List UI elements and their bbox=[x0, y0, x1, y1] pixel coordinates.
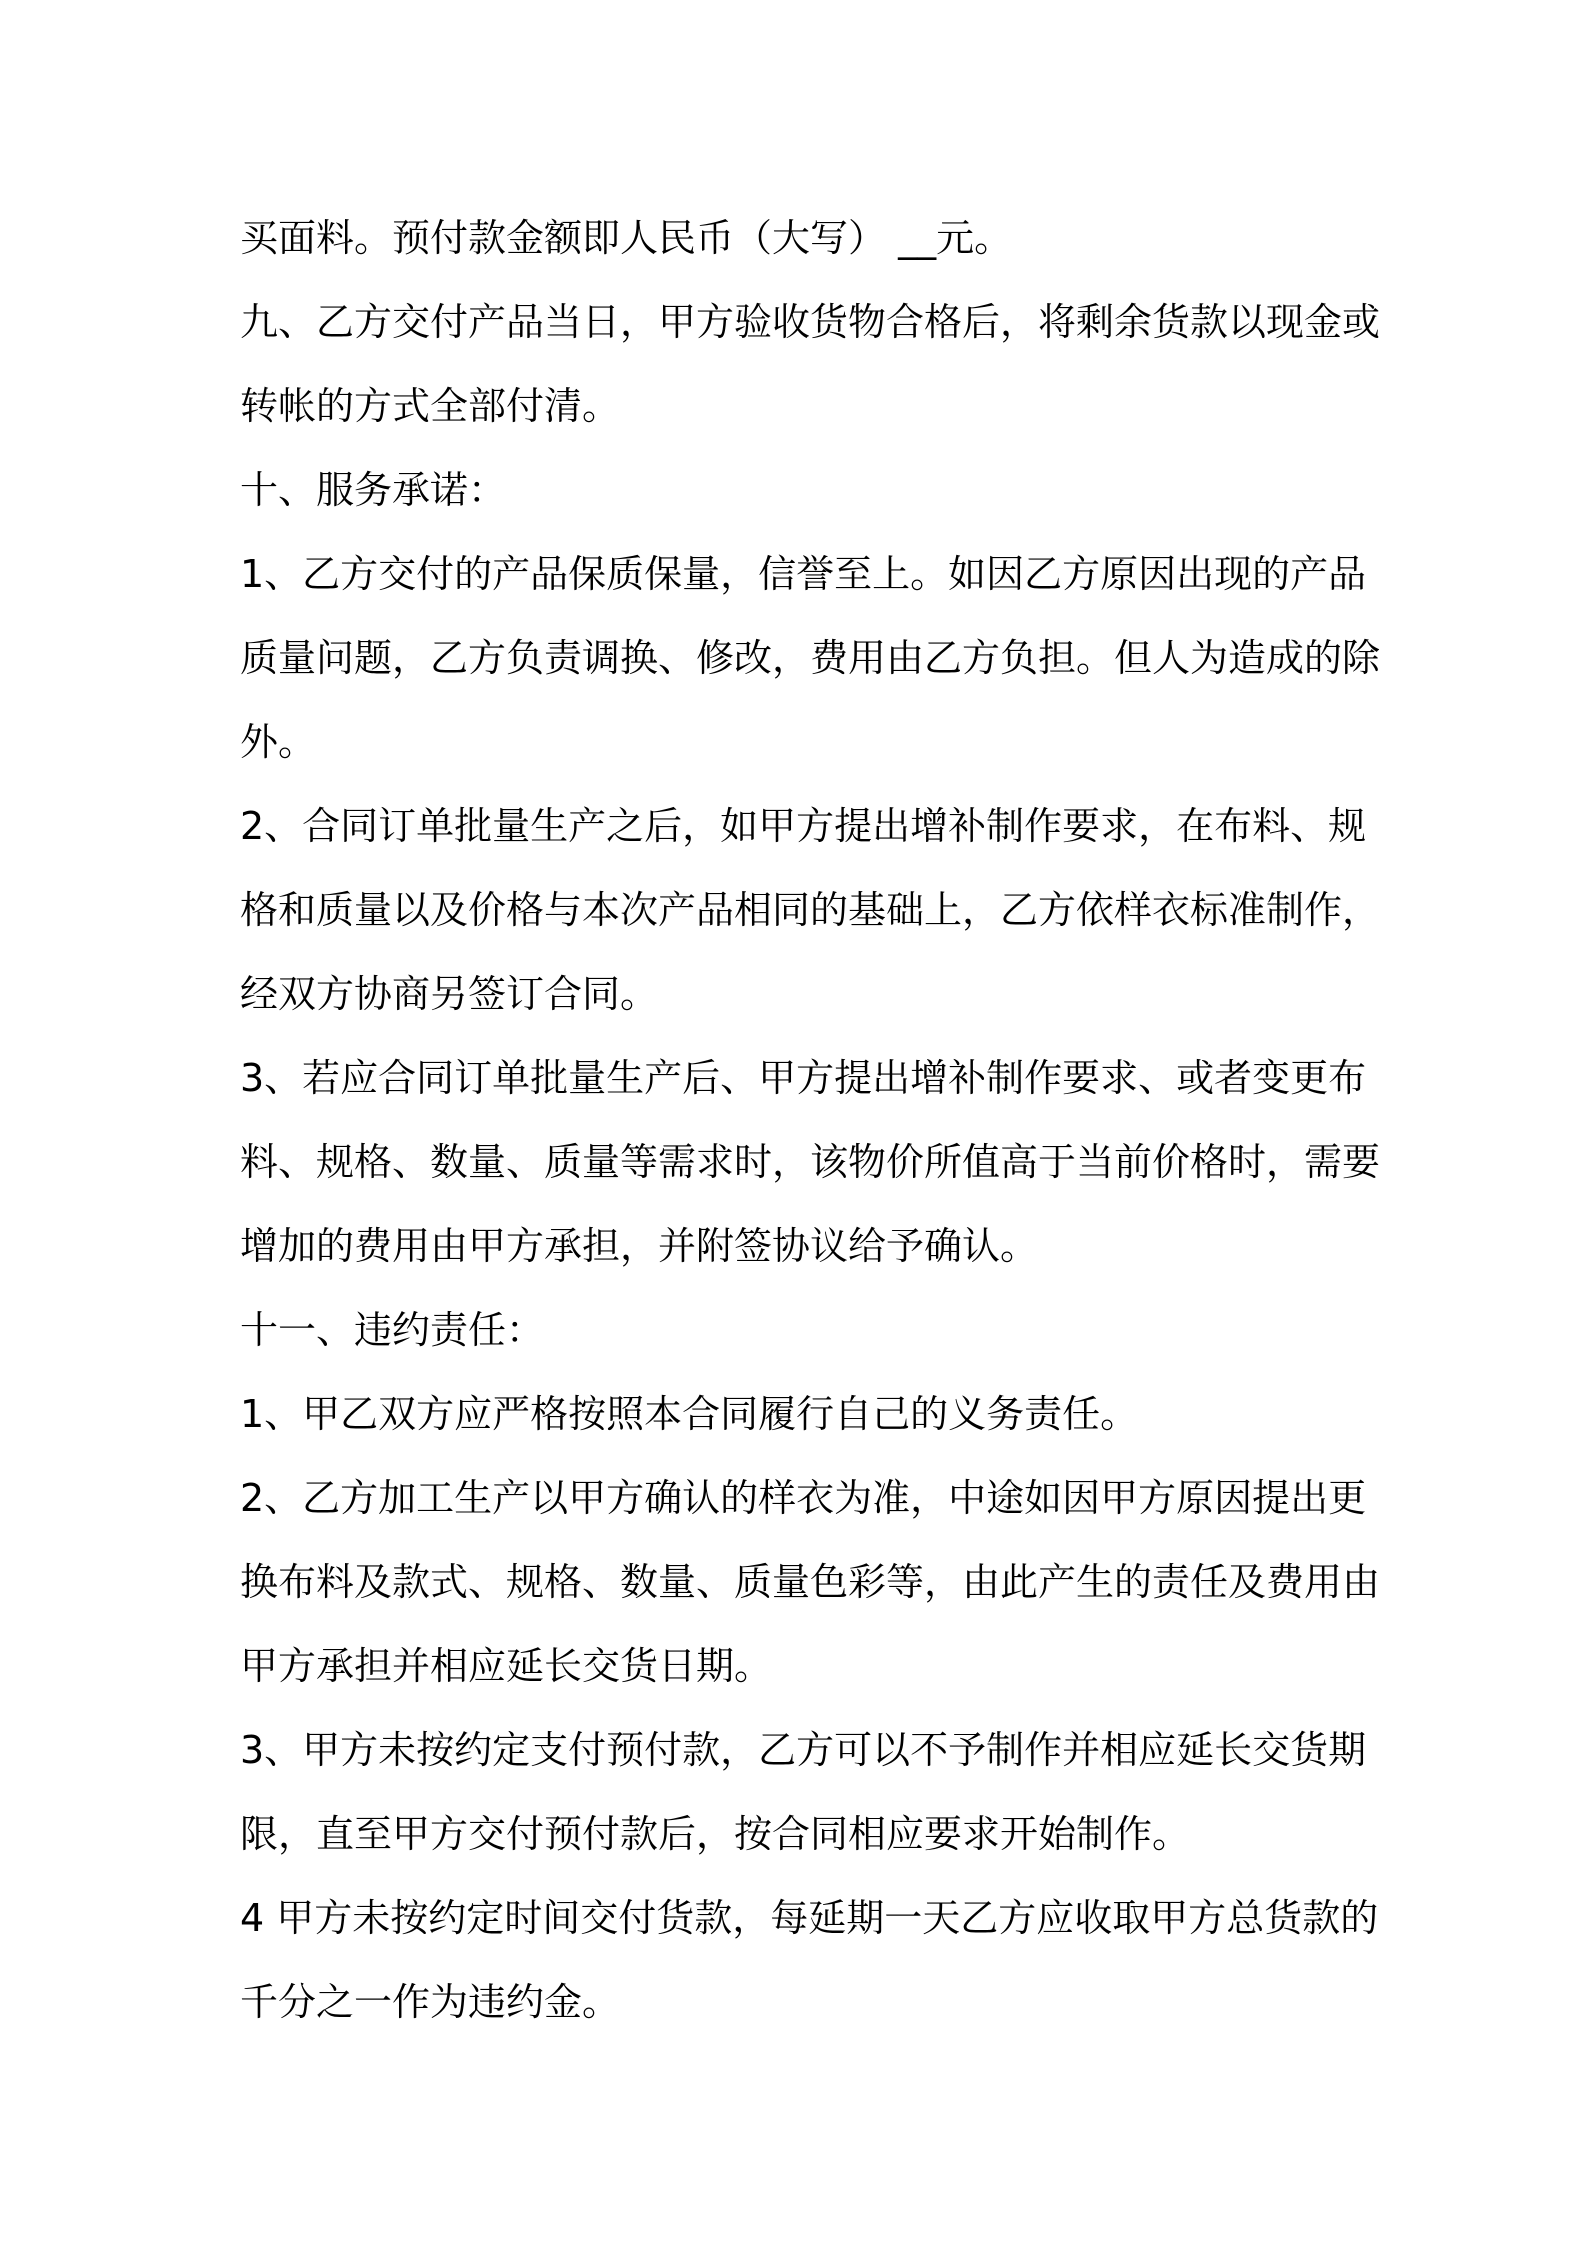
text-line: 千分之一作为违约金。 bbox=[240, 1980, 621, 2024]
section-heading: 十、服务承诺： bbox=[240, 468, 507, 512]
text-line: 质量问题，乙方负责调换、修改，费用由乙方负担。但人为造成的除 bbox=[240, 636, 1381, 680]
text-line: 格和质量以及价格与本次产品相同的基础上，乙方依样衣标准制作， bbox=[240, 888, 1381, 932]
text-line: 经双方协商另签订合同。 bbox=[240, 972, 659, 1016]
text-line: 九、乙方交付产品当日，甲方验收货物合格后，将剩余货款以现金或 bbox=[240, 300, 1381, 344]
document-body bbox=[240, 196, 1381, 2044]
text-line: 买面料。预付款金额即人民币（大写） __元。 bbox=[240, 216, 1013, 260]
text-line: 限，直至甲方交付预付款后，按合同相应要求开始制作。 bbox=[240, 1812, 1191, 1856]
text-line: 换布料及款式、规格、数量、质量色彩等，由此产生的责任及费用由 bbox=[240, 1560, 1381, 1604]
text-line: 4 甲方未按约定时间交付货款，每延期一天乙方应收取甲方总货款的 bbox=[240, 1896, 1379, 1940]
text-line: 外。 bbox=[240, 720, 317, 764]
text-line: 2、合同订单批量生产之后，如甲方提出增补制作要求，在布料、规 bbox=[240, 804, 1367, 848]
text-line: 转帐的方式全部付清。 bbox=[240, 384, 621, 428]
text-line: 增加的费用由甲方承担，并附签协议给予确认。 bbox=[240, 1224, 1039, 1268]
text-line: 料、规格、数量、质量等需求时，该物价所值高于当前价格时，需要 bbox=[240, 1140, 1381, 1184]
text-line: 3、甲方未按约定支付预付款，乙方可以不予制作并相应延长交货期 bbox=[240, 1728, 1367, 1772]
text-line: 甲方承担并相应延长交货日期。 bbox=[240, 1644, 773, 1688]
text-line: 2、乙方加工生产以甲方确认的样衣为准，中途如因甲方原因提出更 bbox=[240, 1476, 1367, 1520]
section-heading: 十一、违约责任： bbox=[240, 1308, 545, 1352]
text-line: 1、甲乙双方应严格按照本合同履行自己的义务责任。 bbox=[240, 1392, 1139, 1436]
text-line: 1、乙方交付的产品保质保量，信誉至上。如因乙方原因出现的产品 bbox=[240, 552, 1367, 596]
text-line: 3、若应合同订单批量生产后、甲方提出增补制作要求、或者变更布 bbox=[240, 1056, 1367, 1100]
